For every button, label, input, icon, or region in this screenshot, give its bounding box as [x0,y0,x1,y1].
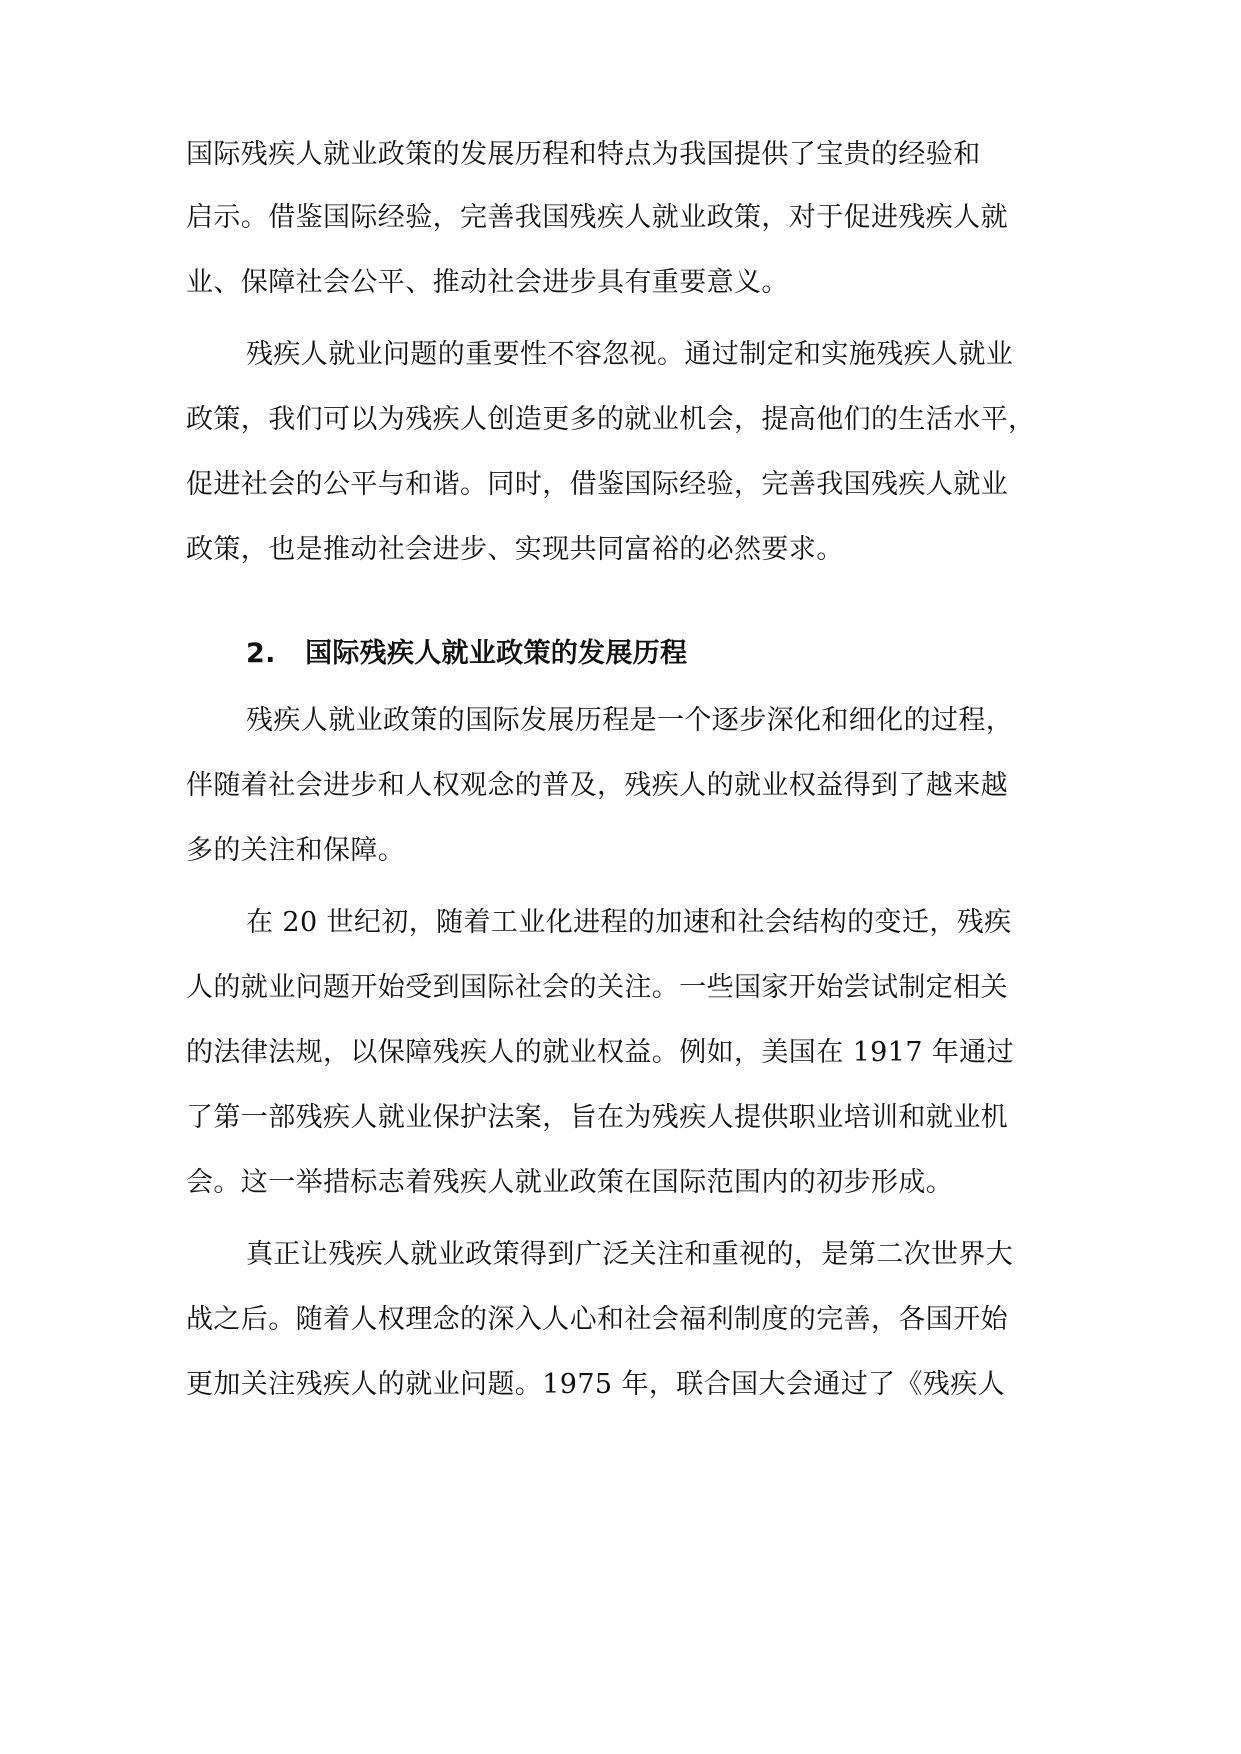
section-heading [246,637,1056,671]
paragraph-2-line-4: 政策，也是推动社会进步、实现共同富裕的必然要求。 [186,534,844,565]
section-paragraph-1-line-2: 伴随着社会进步和人权观念的普及，残疾人的就业权益得到了越来越 [186,770,1008,801]
section-title: 国际残疾人就业政策的发展历程 [305,638,688,669]
section-paragraph-2-line-2: 人的就业问题开始受到国际社会的关注。一些国家开始尝试制定相关 [186,972,1008,1003]
section-paragraph-2-line-5: 会。这一举措标志着残疾人就业政策在国际范围内的初步形成。 [186,1167,954,1198]
section-paragraph-1-line-1: 残疾人就业政策的国际发展历程是一个逐步深化和细化的过程， [246,705,1014,736]
section-paragraph-1-line-3: 多的关注和保障。 [186,835,406,866]
paragraph-1-line-2: 启示。借鉴国际经验，完善我国残疾人就业政策，对于促进残疾人就 [186,202,1008,233]
paragraph-2-line-3: 促进社会的公平与和谐。同时，借鉴国际经验，完善我国残疾人就业 [186,469,1008,500]
section-number: 2. [246,638,276,669]
paragraph-1-line-3: 业、保障社会公平、推动社会进步具有重要意义。 [186,267,789,298]
paragraph-2-line-1: 残疾人就业问题的重要性不容忽视。通过制定和实施残疾人就业 [246,339,1014,370]
section-paragraph-3-line-1: 真正让残疾人就业政策得到广泛关注和重视的，是第二次世界大 [246,1239,1014,1270]
section-paragraph-3-line-3: 更加关注残疾人的就业问题。1975 年，联合国大会通过了《残疾人 [186,1369,1006,1400]
section-paragraph-2-line-4: 了第一部残疾人就业保护法案，旨在为残疾人提供职业培训和就业机 [186,1102,1008,1133]
paragraph-2-line-2: 政策，我们可以为残疾人创造更多的就业机会，提高他们的生活水平， [186,404,1036,435]
section-paragraph-2-line-3: 的法律法规，以保障残疾人的就业权益。例如，美国在 1917 年通过 [186,1037,1015,1068]
section-paragraph-2-line-1: 在 20 世纪初，随着工业化进程的加速和社会结构的变迁，残疾 [246,907,1012,938]
paragraph-1-line-1: 国际残疾人就业政策的发展历程和特点为我国提供了宝贵的经验和 [186,139,981,170]
section-paragraph-3-line-2: 战之后。随着人权理念的深入人心和社会福利制度的完善，各国开始 [186,1304,1008,1335]
